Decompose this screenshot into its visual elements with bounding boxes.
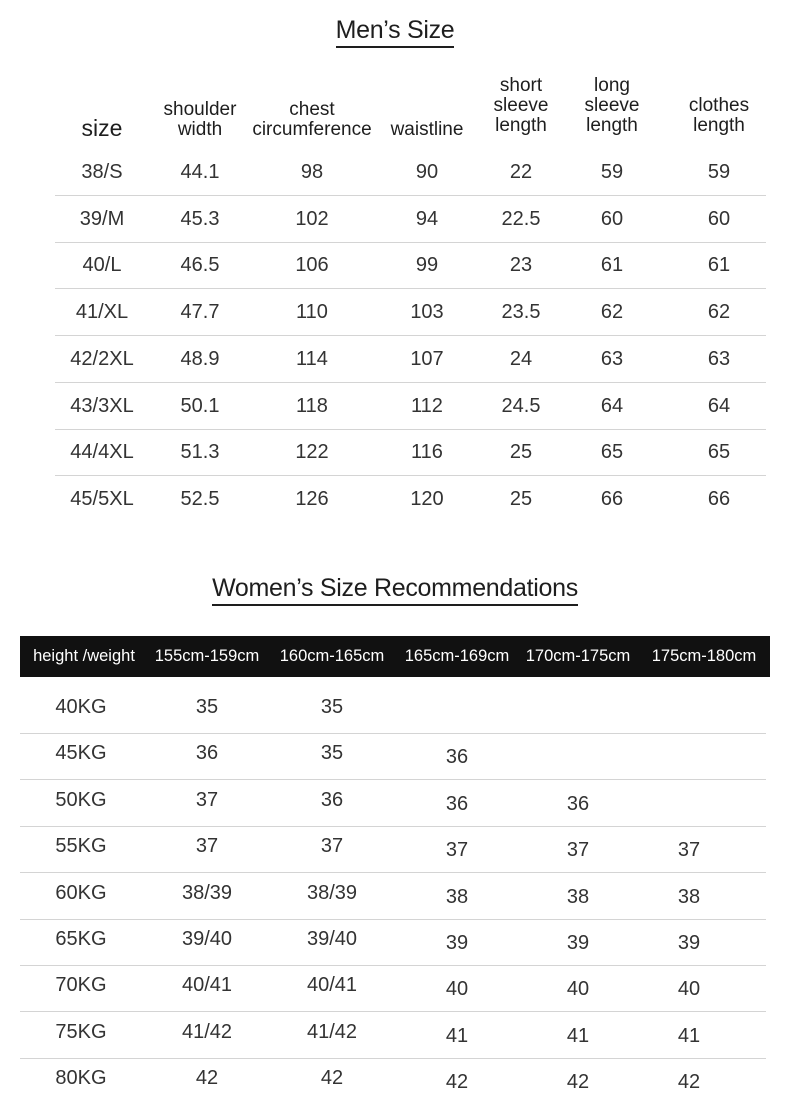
mens-table-cell: 110 <box>296 301 328 324</box>
mens-table-cell: 51.3 <box>180 441 220 464</box>
row-divider <box>20 1011 766 1012</box>
womens-weight-label: 40KG <box>55 696 107 718</box>
row-divider <box>20 733 766 734</box>
row-divider <box>20 919 766 920</box>
womens-table-cell: 38 <box>445 885 469 908</box>
womens-weight-label: 65KG <box>55 928 107 950</box>
womens-table-cell: 41/42 <box>181 1020 233 1043</box>
mens-table-cell: 50.1 <box>180 394 220 417</box>
womens-table-cell: 42 <box>677 1071 701 1094</box>
mens-table-cell: 65 <box>707 441 731 464</box>
womens-weight-label: 45KG <box>55 742 107 765</box>
mens-table-cell: 103 <box>410 301 444 324</box>
mens-table-cell: 64 <box>600 394 624 417</box>
womens-table-cell: 37 <box>320 835 344 858</box>
mens-header-col5-line2: length <box>586 115 638 136</box>
womens-table-cell: 38 <box>677 885 701 908</box>
mens-header-col5-line1: sleeve <box>584 95 640 116</box>
womens-table-cell: 37 <box>566 839 590 862</box>
womens-table-cell: 39 <box>566 932 590 954</box>
womens-table-cell: 39/40 <box>181 928 233 950</box>
mens-table-cell: 65 <box>600 441 624 464</box>
mens-table-cell: 118 <box>296 394 328 417</box>
womens-table-cell: 36 <box>445 746 469 769</box>
mens-size-label: 42/2XL <box>70 347 134 370</box>
womens-table-cell: 36 <box>195 742 219 765</box>
womens-weight-label: 55KG <box>55 835 107 858</box>
mens-table-cell: 52.5 <box>180 487 220 510</box>
mens-table-cell: 25 <box>509 441 533 464</box>
mens-table-cell: 48.9 <box>180 347 220 370</box>
womens-table-cell: 40/41 <box>181 974 233 997</box>
mens-table-cell: 23.5 <box>501 301 541 324</box>
mens-table-cell: 90 <box>415 161 439 183</box>
mens-size-label: 41/XL <box>75 301 129 324</box>
mens-header-col1-line0: shoulder <box>163 99 237 120</box>
mens-table-cell: 61 <box>707 254 731 277</box>
mens-table-cell: 126 <box>295 487 329 510</box>
womens-table-cell: 37 <box>195 788 219 811</box>
womens-weight-label: 50KG <box>55 788 107 811</box>
mens-size-label: 45/5XL <box>70 487 134 510</box>
mens-table-cell: 62 <box>600 301 624 324</box>
row-divider <box>20 965 766 966</box>
mens-table-cell: 62 <box>707 301 731 324</box>
row-divider <box>20 1058 766 1059</box>
mens-table-cell: 22.5 <box>501 207 541 230</box>
row-divider <box>55 475 766 476</box>
womens-table-cell: 42 <box>195 1067 219 1090</box>
row-divider <box>55 429 766 430</box>
mens-table-cell: 122 <box>295 441 329 464</box>
mens-table-cell: 63 <box>600 347 624 370</box>
mens-header-col4-line1: sleeve <box>493 95 549 116</box>
mens-table-cell: 66 <box>600 487 624 510</box>
womens-header-col2: 160cm-165cm <box>279 647 385 665</box>
mens-header-col0-line0: size <box>81 115 123 141</box>
womens-size-title: Women’s Size Recommendations <box>0 574 790 603</box>
mens-size-title: Men’s Size <box>0 16 790 45</box>
mens-table-cell: 47.7 <box>180 301 220 324</box>
womens-header-col1: 155cm-159cm <box>154 647 260 665</box>
womens-table-cell: 36 <box>445 792 469 815</box>
mens-table-cell: 44.1 <box>180 161 220 183</box>
mens-header-col2-line1: circumference <box>252 119 372 140</box>
row-divider <box>55 288 766 289</box>
womens-weight-label: 70KG <box>55 974 107 997</box>
mens-table-cell: 120 <box>410 487 444 510</box>
row-divider <box>20 826 766 827</box>
mens-table-cell: 45.3 <box>180 207 220 230</box>
womens-table-cell: 36 <box>566 792 590 815</box>
mens-header-col6-line1: length <box>693 115 745 136</box>
womens-table-cell: 37 <box>195 835 219 858</box>
womens-weight-label: 75KG <box>55 1020 107 1043</box>
mens-table-cell: 24.5 <box>501 394 541 417</box>
mens-table-cell: 98 <box>300 161 324 183</box>
mens-header-col4-line0: short <box>499 75 543 96</box>
mens-header-col2-line0: chest <box>289 99 335 120</box>
mens-size-label: 44/4XL <box>70 441 134 464</box>
mens-size-label: 38/S <box>81 161 123 183</box>
mens-table-cell: 107 <box>410 347 444 370</box>
womens-table-cell: 39/40 <box>306 928 358 950</box>
mens-table-cell: 106 <box>295 254 329 277</box>
mens-table-cell: 116 <box>411 441 443 464</box>
womens-table-cell: 40/41 <box>306 974 358 997</box>
row-divider <box>20 779 766 780</box>
womens-table-cell: 40 <box>677 978 701 1001</box>
womens-table-cell: 38/39 <box>306 881 358 904</box>
womens-table-cell: 42 <box>445 1071 469 1094</box>
mens-size-label: 43/3XL <box>70 394 134 417</box>
mens-table-cell: 25 <box>509 487 533 510</box>
row-divider <box>20 872 766 873</box>
womens-table-cell: 39 <box>445 932 469 954</box>
womens-table-cell: 41 <box>566 1024 590 1047</box>
womens-table-cell: 42 <box>320 1067 344 1090</box>
womens-table-cell: 38 <box>566 885 590 908</box>
mens-table-cell: 60 <box>707 207 731 230</box>
mens-table-cell: 60 <box>600 207 624 230</box>
womens-table-cell: 37 <box>445 839 469 862</box>
mens-table-cell: 46.5 <box>180 254 220 277</box>
womens-table-cell: 40 <box>445 978 469 1001</box>
mens-header-col3-line0: waistline <box>390 119 464 140</box>
womens-table-cell: 40 <box>566 978 590 1001</box>
womens-header-bar <box>20 636 770 677</box>
row-divider <box>55 335 766 336</box>
mens-header-col5-line0: long <box>594 75 630 96</box>
womens-table-cell: 41/42 <box>306 1020 358 1043</box>
mens-table-cell: 63 <box>707 347 731 370</box>
womens-header-col0: height /weight <box>33 647 135 665</box>
mens-table-cell: 114 <box>296 347 328 370</box>
womens-weight-label: 80KG <box>55 1067 107 1090</box>
mens-header-col1-line1: width <box>177 119 223 140</box>
mens-table-cell: 112 <box>411 394 443 417</box>
womens-header-col4: 170cm-175cm <box>525 647 631 665</box>
mens-table-cell: 59 <box>600 161 624 183</box>
womens-table-cell: 41 <box>445 1024 469 1047</box>
womens-table-cell: 37 <box>677 839 701 862</box>
mens-table-cell: 64 <box>707 394 731 417</box>
mens-size-label: 39/M <box>79 207 125 230</box>
row-divider <box>55 382 766 383</box>
womens-header-col3: 165cm-169cm <box>404 647 510 665</box>
mens-table-cell: 59 <box>707 161 731 183</box>
womens-table-cell: 39 <box>677 932 701 954</box>
womens-table-cell: 41 <box>677 1024 701 1047</box>
mens-header-col6-line0: clothes <box>688 95 750 116</box>
womens-header-col5: 175cm-180cm <box>651 647 757 665</box>
mens-table-cell: 24 <box>509 347 533 370</box>
womens-table-cell: 36 <box>320 788 344 811</box>
mens-table-cell: 99 <box>415 254 439 277</box>
mens-table-cell: 22 <box>509 161 533 183</box>
womens-table-cell: 35 <box>195 696 219 718</box>
womens-table-cell: 38/39 <box>181 881 233 904</box>
mens-table-cell: 23 <box>509 254 533 277</box>
row-divider <box>55 242 766 243</box>
row-divider <box>55 195 766 196</box>
mens-header-col4-line2: length <box>495 115 547 136</box>
mens-table-cell: 66 <box>707 487 731 510</box>
mens-table-cell: 94 <box>415 207 439 230</box>
womens-table-cell: 35 <box>320 696 344 718</box>
womens-weight-label: 60KG <box>55 881 107 904</box>
mens-size-label: 40/L <box>82 254 122 277</box>
womens-table-cell: 35 <box>320 742 344 765</box>
mens-table-cell: 102 <box>295 207 329 230</box>
mens-table-cell: 61 <box>600 254 624 277</box>
womens-table-cell: 42 <box>566 1071 590 1094</box>
